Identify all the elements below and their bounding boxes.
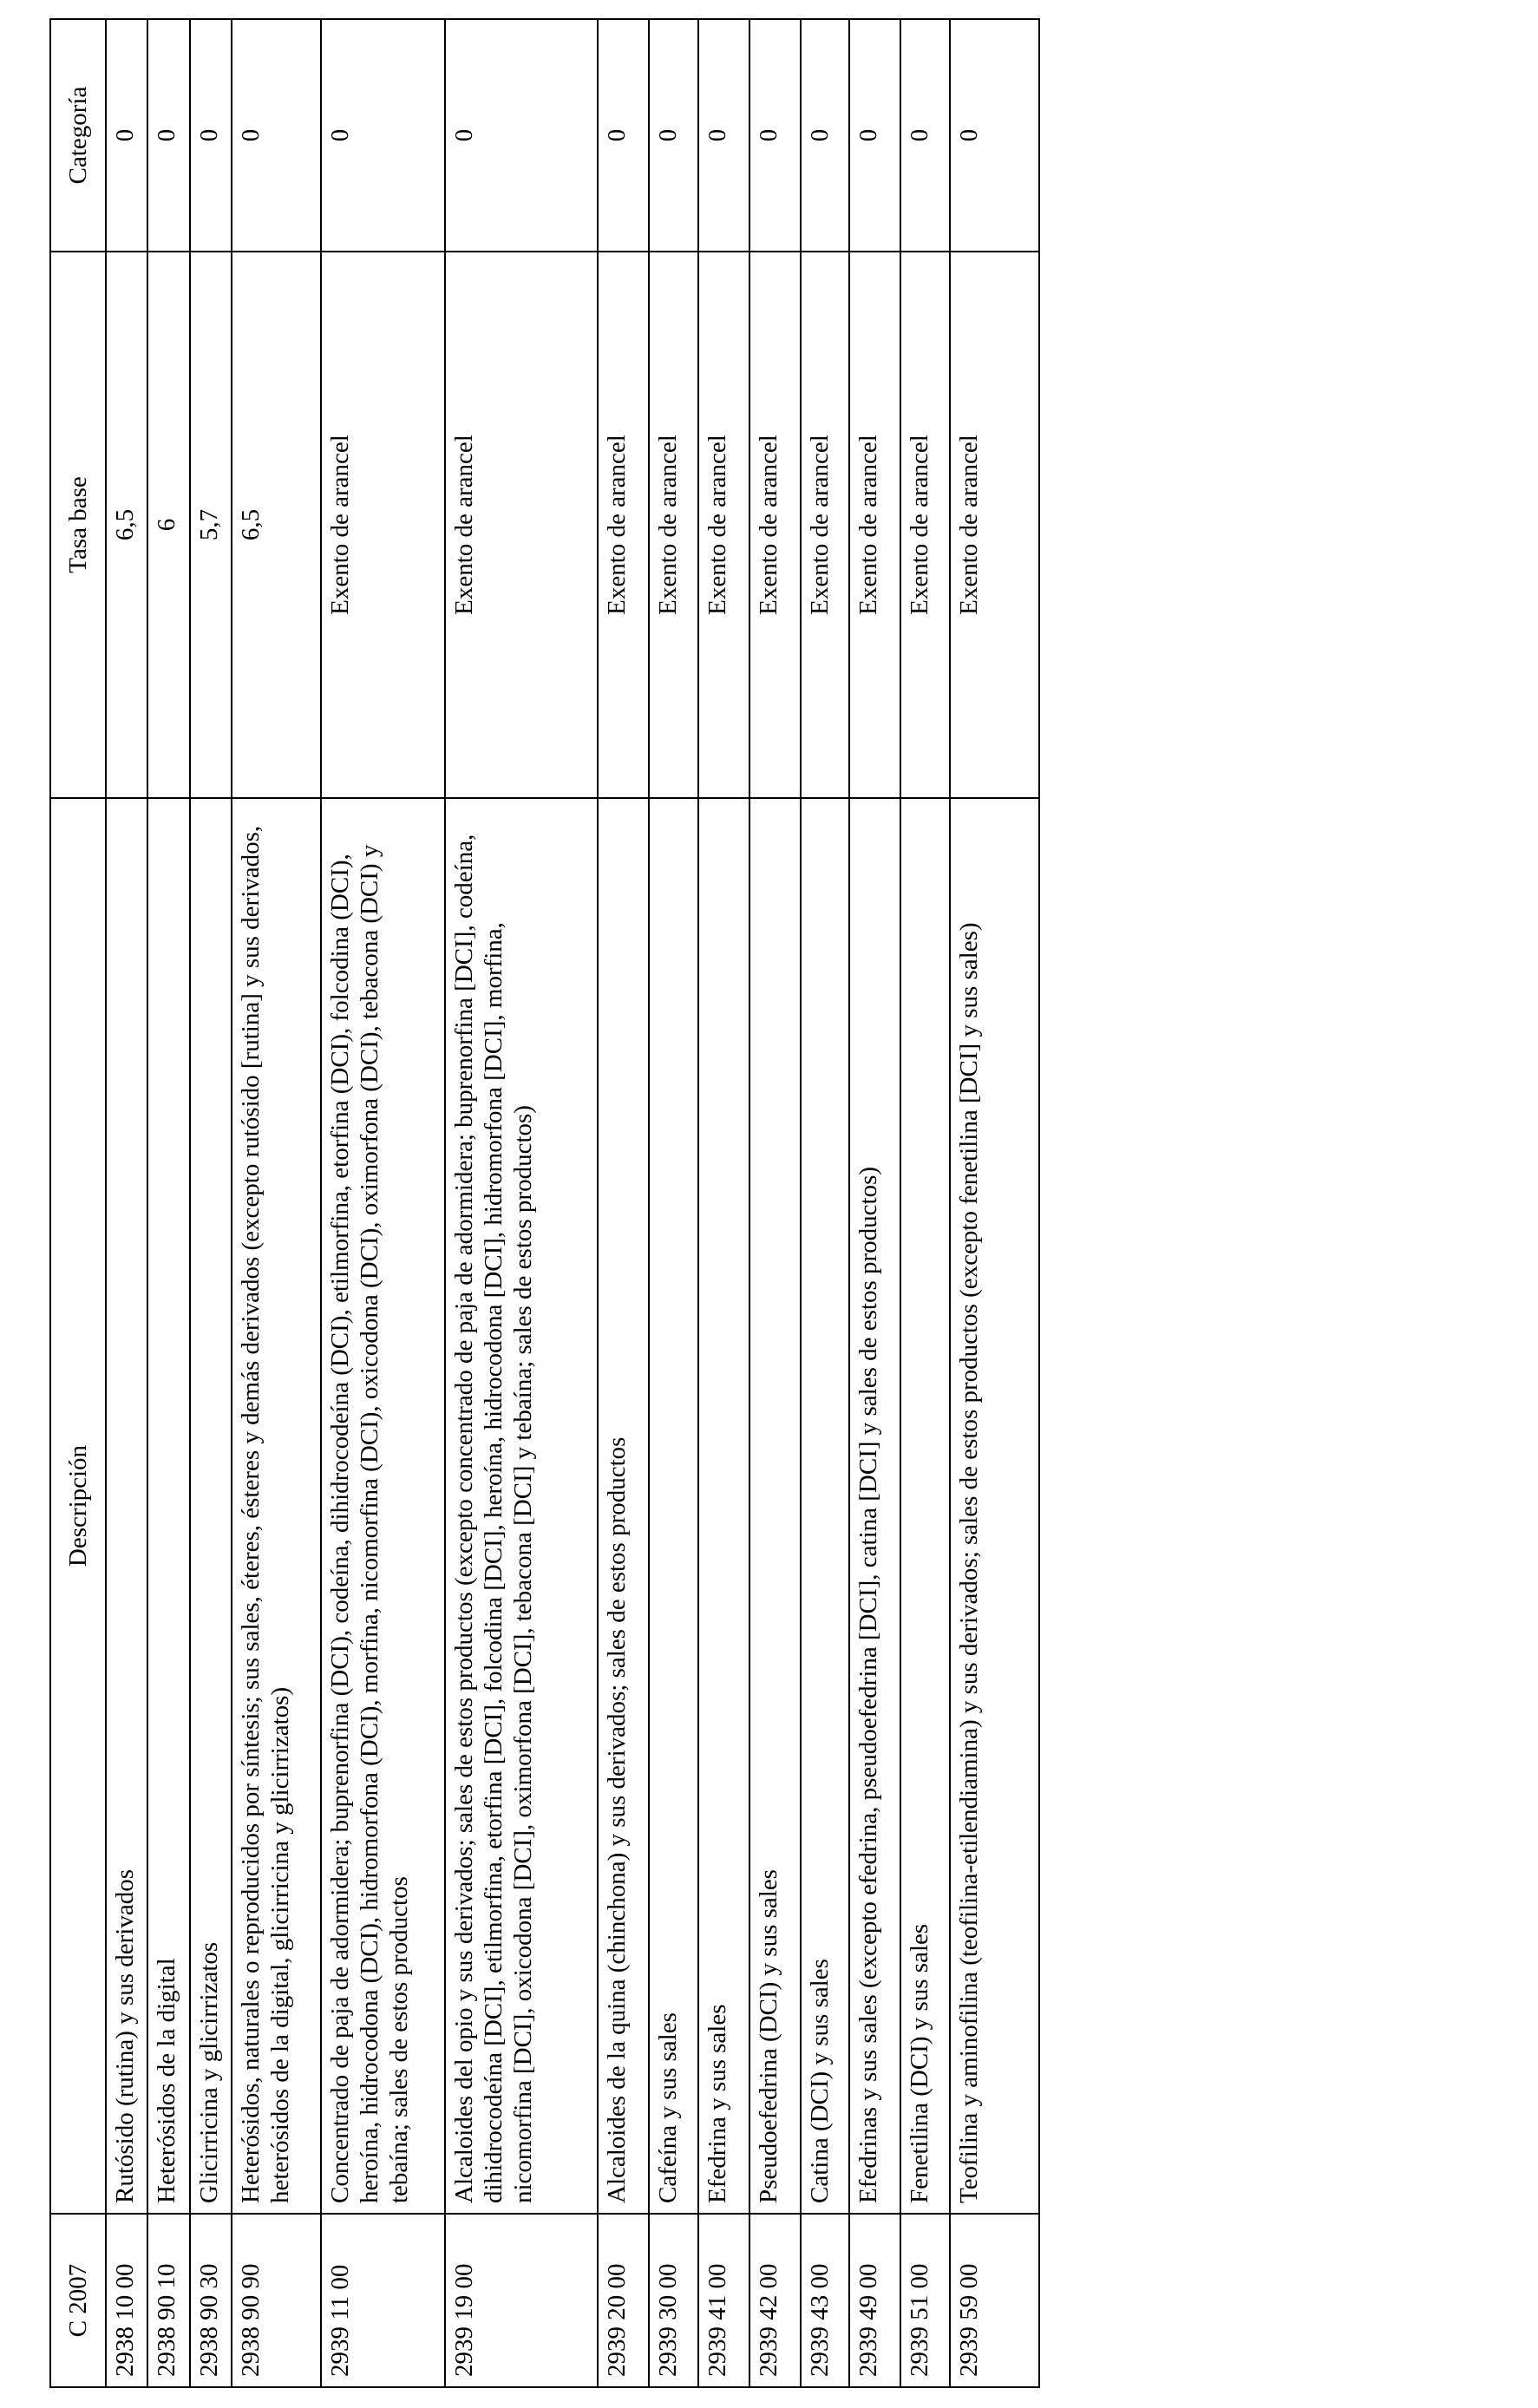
row-description: Heterósidos, naturales o reproducidos por síntesis; sus sales, éteres, ésteres y demás derivados (excepto rutósido [rutina] y sus derivados, heterósidos de la digital, glicirricina y glicirrizatos) bbox=[232, 798, 321, 2214]
table-row bbox=[598, 19, 649, 2387]
row-base-rate: Exento de arancel bbox=[698, 252, 749, 798]
row-description: Fenetilina (DCI) y sus sales bbox=[900, 798, 950, 2214]
row-base-rate: 5,7 bbox=[190, 252, 232, 798]
row-base-rate: 6 bbox=[147, 252, 189, 798]
row-description: Rutósido (rutina) y sus derivados bbox=[106, 798, 147, 2214]
row-description: Cafeína y sus sales bbox=[649, 798, 698, 2214]
row-category: 0 bbox=[950, 19, 1039, 252]
row-description: Concentrado de paja de adormidera; buprenorfina (DCI), codeína, dihidrocodeína (DCI), etilmorfina, etorfina (DCI), folcodina (DCI), heroína, hidrocodona (DCI), hidromorfona (DCI), morfina, nicomorfina (DCI), oxicodona (DCI), oximorfona (DCI), tebacona (DCI) y tebaína; sales de estos productos bbox=[321, 798, 445, 2214]
row-code: 2939 49 00 bbox=[849, 2214, 900, 2387]
row-code: 2939 42 00 bbox=[749, 2214, 801, 2387]
tariff-table bbox=[49, 18, 1040, 2388]
table-row bbox=[106, 19, 147, 2387]
table-header-row bbox=[50, 19, 106, 2387]
row-code: 2938 90 30 bbox=[190, 2214, 232, 2387]
row-code: 2939 20 00 bbox=[598, 2214, 649, 2387]
table-row bbox=[698, 19, 749, 2387]
row-code: 2939 30 00 bbox=[649, 2214, 698, 2387]
row-code: 2938 90 10 bbox=[147, 2214, 189, 2387]
row-category: 0 bbox=[106, 19, 147, 252]
row-code: 2939 41 00 bbox=[698, 2214, 749, 2387]
row-category: 0 bbox=[649, 19, 698, 252]
row-base-rate: Exento de arancel bbox=[321, 252, 445, 798]
table-row bbox=[321, 19, 445, 2387]
table-row bbox=[950, 19, 1039, 2387]
row-base-rate: Exento de arancel bbox=[950, 252, 1039, 798]
table-row bbox=[801, 19, 850, 2387]
header-code: C 2007 bbox=[50, 2214, 106, 2387]
row-base-rate: Exento de arancel bbox=[598, 252, 649, 798]
row-description: Efedrinas y sus sales (excepto efedrina, pseudoefedrina [DCI], catina [DCI] y sales de estos productos) bbox=[849, 798, 900, 2214]
row-category: 0 bbox=[190, 19, 232, 252]
row-category: 0 bbox=[749, 19, 801, 252]
row-base-rate: Exento de arancel bbox=[849, 252, 900, 798]
row-code: 2938 10 00 bbox=[106, 2214, 147, 2387]
row-base-rate: Exento de arancel bbox=[649, 252, 698, 798]
header-base-rate: Tasa base bbox=[50, 252, 106, 798]
row-category: 0 bbox=[321, 19, 445, 252]
row-code: 2939 19 00 bbox=[445, 2214, 599, 2387]
row-description: Teofilina y aminofilina (teofilina-etilendiamina) y sus derivados; sales de estos productos (excepto fenetilina [DCI] y sus sales) bbox=[950, 798, 1039, 2214]
table-row bbox=[749, 19, 801, 2387]
table-row bbox=[900, 19, 950, 2387]
header-description: Descripción bbox=[50, 798, 106, 2214]
row-base-rate: Exento de arancel bbox=[749, 252, 801, 798]
table-row bbox=[147, 19, 189, 2387]
row-base-rate: 6,5 bbox=[106, 252, 147, 798]
row-description: Catina (DCI) y sus sales bbox=[801, 798, 850, 2214]
row-category: 0 bbox=[801, 19, 850, 252]
row-code: 2938 90 90 bbox=[232, 2214, 321, 2387]
row-base-rate: Exento de arancel bbox=[900, 252, 950, 798]
row-code: 2939 59 00 bbox=[950, 2214, 1039, 2387]
row-base-rate: Exento de arancel bbox=[801, 252, 850, 798]
row-description: Alcaloides de la quina (chinchona) y sus derivados; sales de estos productos bbox=[598, 798, 649, 2214]
row-code: 2939 43 00 bbox=[801, 2214, 850, 2387]
row-description: Efedrina y sus sales bbox=[698, 798, 749, 2214]
table-row bbox=[649, 19, 698, 2387]
row-category: 0 bbox=[232, 19, 321, 252]
row-category: 0 bbox=[900, 19, 950, 252]
table-row bbox=[232, 19, 321, 2387]
row-category: 0 bbox=[698, 19, 749, 252]
row-code: 2939 51 00 bbox=[900, 2214, 950, 2387]
row-description: Glicirricina y glicirrizatos bbox=[190, 798, 232, 2214]
row-code: 2939 11 00 bbox=[321, 2214, 445, 2387]
rotated-page bbox=[49, 20, 1040, 2388]
row-base-rate: 6,5 bbox=[232, 252, 321, 798]
row-category: 0 bbox=[598, 19, 649, 252]
row-description: Pseudoefedrina (DCI) y sus sales bbox=[749, 798, 801, 2214]
row-base-rate: Exento de arancel bbox=[445, 252, 599, 798]
row-category: 0 bbox=[445, 19, 599, 252]
table-row bbox=[445, 19, 599, 2387]
row-category: 0 bbox=[849, 19, 900, 252]
row-description: Alcaloides del opio y sus derivados; sales de estos productos (excepto concentrado de paja de adormidera; buprenorfina [DCI], codeína, dihidrocodeína [DCI], etilmorfina, etorfina [DCI], folcodina [DCI], heroína, hidrocodona [DCI], hidromorfona [DCI], morfina, nicomorfina [DCI], oxicodona [DCI], oximorfona [DCI], tebacona [DCI] y tebaína; sales de estos productos) bbox=[445, 798, 599, 2214]
table-row bbox=[190, 19, 232, 2387]
row-category: 0 bbox=[147, 19, 189, 252]
header-category: Categoría bbox=[50, 19, 106, 252]
row-description: Heterósidos de la digital bbox=[147, 798, 189, 2214]
table-row bbox=[849, 19, 900, 2387]
